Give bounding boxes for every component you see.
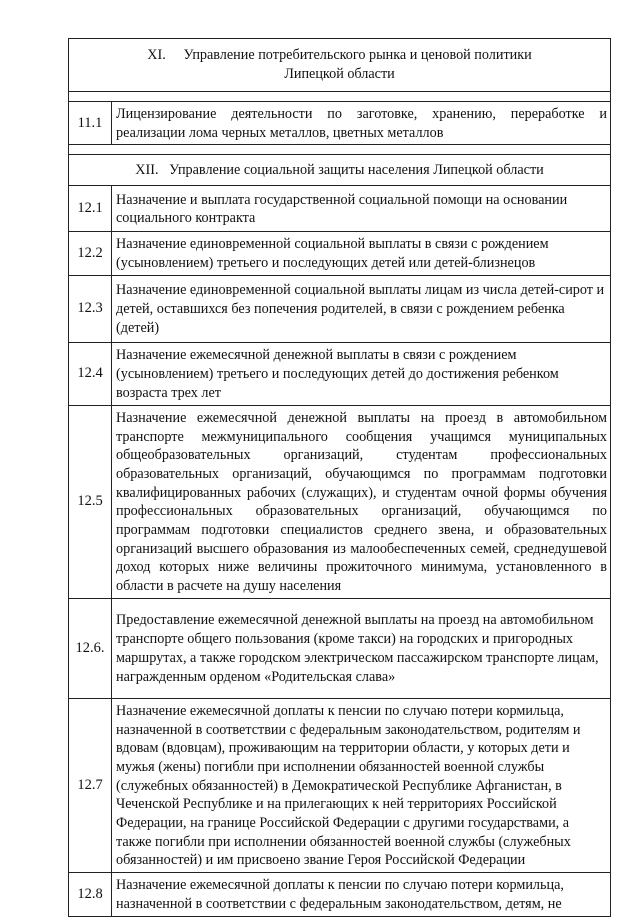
row-number: 12.6. [69, 598, 112, 698]
row-number: 12.7 [69, 698, 112, 872]
section-title-xii: XII. Управление социальной защиты населения Липецкой области [69, 155, 611, 186]
row-text: Назначение и выплата государственной социальной помощи на основании социального контракта [112, 186, 611, 232]
spacer-cell [69, 92, 611, 102]
row-text: Назначение единовременной социальной выплаты в связи с рождением (усыновлением) третьего и последующих детей или детей-близнецов [112, 232, 611, 275]
row-number: 12.4 [69, 342, 112, 405]
table-row [69, 873, 611, 917]
table-row [69, 598, 611, 698]
row-text: Назначение ежемесячной денежной выплаты в связи с рождением (усыновлением) третьего и последующих детей до достижения ребенком возраста трех лет [112, 342, 611, 405]
section-header-xii [69, 155, 611, 186]
row-number: 12.5 [69, 405, 112, 598]
table-row [69, 232, 611, 275]
section-spacer [69, 145, 611, 155]
section-spacer [69, 92, 611, 102]
row-number: 12.2 [69, 232, 112, 275]
row-number: 12.8 [69, 873, 112, 917]
row-number: 12.1 [69, 186, 112, 232]
services-table [68, 38, 611, 917]
row-text: Назначение ежемесячной доплаты к пенсии по случаю потери кормильца, назначенной в соответствии с федеральным законодательством, детям, не [112, 873, 611, 917]
spacer-cell [69, 145, 611, 155]
section-title-xi [69, 39, 611, 92]
table-row [69, 186, 611, 232]
table-row [69, 275, 611, 342]
table-row [69, 342, 611, 405]
section-title-xi-line2: Липецкой области [284, 66, 395, 82]
row-number: 11.1 [69, 102, 112, 145]
table-row [69, 405, 611, 598]
section-title-xi-line1: XI. Управление потребительского рынка и ценовой политики [147, 47, 532, 64]
row-text: Лицензирование деятельности по заготовке, хранению, переработке и реализации лома черных металлов, цветных металлов [112, 102, 611, 145]
row-text: Предоставление ежемесячной денежной выплаты на проезд на автомобильном транспорте общего пользования (кроме такси) на городских и пригородных маршрутах, а также городском электрическом пассажирском транспорте лицам, награжденным орденом «Родительская слава» [112, 598, 611, 698]
document-table-container [68, 38, 610, 917]
row-number: 12.3 [69, 275, 112, 342]
row-text: Назначение ежемесячной денежной выплаты на проезд в автомобильном транспорте межмуниципального сообщения учащимся муниципальных общеобразовательных организаций, студентам профессиональных образовательных организаций, обучающимся по программам подготовки квалифицированных рабочих (служащих), и студентам очной формы обучения профессиональных образовательных организаций, обучающимся по программам подготовки специалистов среднего звена, и образовательных организаций высшего образования из малообеспеченных семей, среднедушевой доход которых ниже величины прожиточного минимума, установленного в области в расчете на душу населения [112, 405, 611, 598]
row-text: Назначение ежемесячной доплаты к пенсии по случаю потери кормильца, назначенной в соответствии с федеральным законодательством, родителям и вдовам (вдовцам), проживающим на территории области, у которых дети и мужья (жены) погибли при исполнении обязанностей военной службы (служебных обязанностей) в Демократической Республике Афганистан, в Чеченской Республике и на прилегающих к ней территориях Российской Федерации, на границе Российской Федерации с другими государствами, а также погибли при исполнении обязанностей военной службы (служебных обязанностей) и им присвоено звание Героя Российской Федерации [112, 698, 611, 872]
table-row [69, 102, 611, 145]
section-header-xi [69, 39, 611, 92]
table-row [69, 698, 611, 872]
row-text: Назначение единовременной социальной выплаты лицам из числа детей-сирот и детей, оставшихся без попечения родителей, в связи с рождением ребенка (детей) [112, 275, 611, 342]
